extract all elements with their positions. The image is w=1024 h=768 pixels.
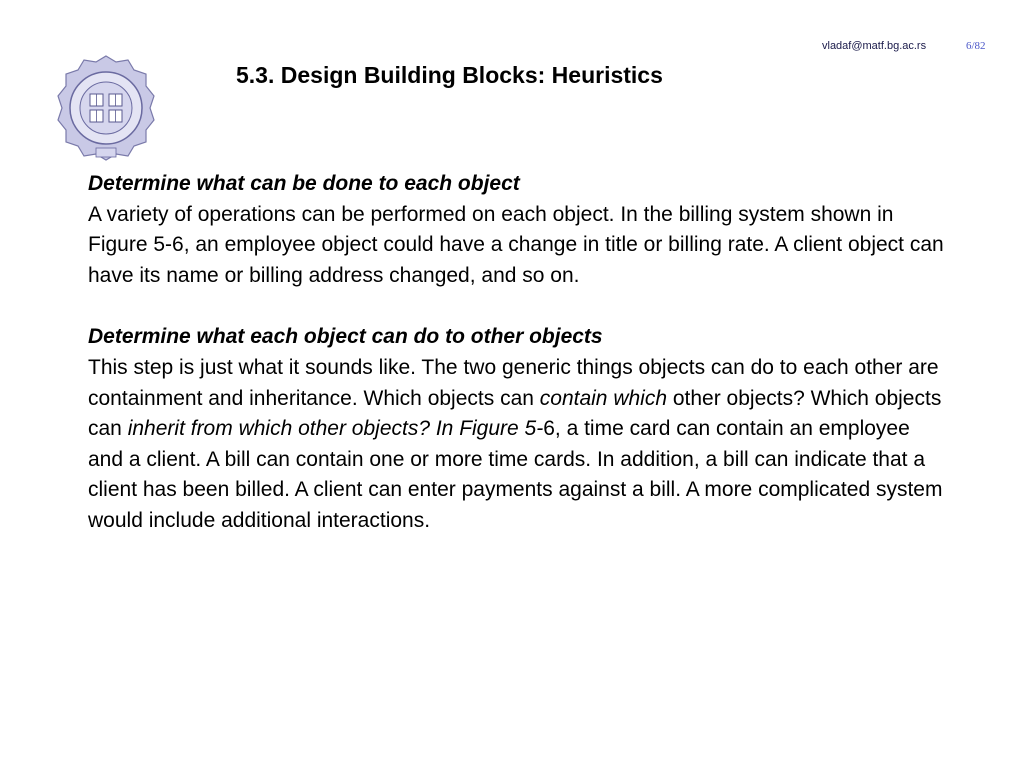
slide-title: 5.3. Design Building Blocks: Heuristics <box>236 62 663 88</box>
page-number: 6/82 <box>966 40 986 52</box>
body-emphasis: contain which <box>539 386 668 410</box>
author-email: vladaf@matf.bg.ac.rs <box>822 40 927 52</box>
section-heading-operations: Determine what can be done to each object <box>88 172 520 195</box>
section-heading-interactions: Determine what each object can do to other objects <box>88 325 603 349</box>
university-seal-icon <box>56 54 156 166</box>
body-text: 6, a time card can contain an employee and a client. A bill can contain one or more time cards. In addition, a bill can indicate that a client has been billed. A client can enter payments against a bill. A more complicated system would include additional interactions. <box>88 417 943 532</box>
section-body-interactions <box>88 353 948 537</box>
body-text: This step is just what it sounds like. The two generic things objects can do to each other are containment and inheritance. Which objects can <box>88 355 939 410</box>
spacer <box>88 291 948 322</box>
body-emphasis: inherit from which other objects? In Figure 5- <box>127 417 544 441</box>
slide-content <box>88 169 948 537</box>
body-text: other objects? Which objects can <box>88 386 942 441</box>
section-body-operations: A variety of operations can be performed on each object. In the billing system shown in Figure 5-6, an employee object could have a change in title or billing rate. A client object can have its name or billing address changed, and so on. <box>88 202 944 287</box>
